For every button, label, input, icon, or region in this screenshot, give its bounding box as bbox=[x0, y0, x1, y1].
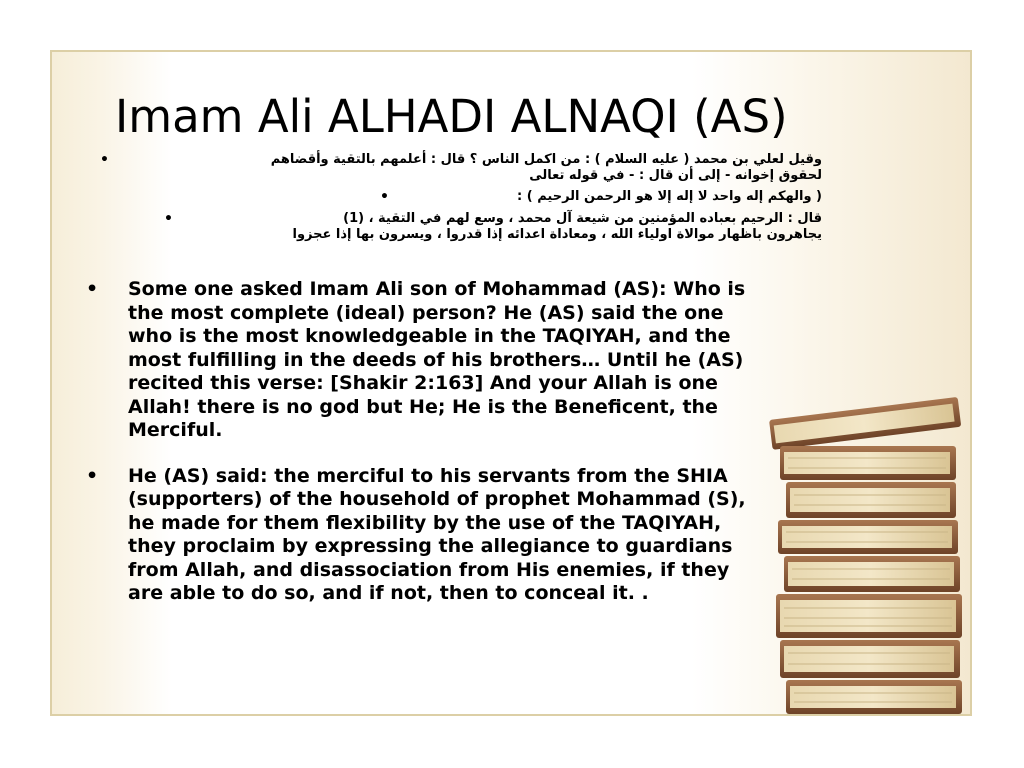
list-item bbox=[86, 278, 766, 443]
arabic-bullet-3 bbox=[92, 211, 822, 243]
english-item-2-text: He (AS) said: the merciful to his servants from the SHIA (supporters) of the household of prophet Mohammad (S), he made for them flexibility by the use of the TAQIYAH, they proclaim by expressing the allegiance to guardians from Allah, and disassociation from His enemies, if they are able to do so, and if not, then to conceal it. . bbox=[128, 464, 746, 604]
book-7 bbox=[780, 640, 960, 678]
book-top bbox=[769, 397, 961, 450]
arabic-line-4: قال : الرحيم بعباده المؤمنين من شيعة آل محمد ، وسع لهم في التقية ، (1) bbox=[343, 211, 822, 226]
bullet-icon: • bbox=[86, 464, 99, 487]
book-3 bbox=[786, 482, 956, 518]
book-2 bbox=[780, 446, 956, 480]
bullet-icon: • bbox=[164, 211, 173, 227]
bullet-icon: • bbox=[86, 278, 99, 300]
arabic-line-1: وقيل لعلي بن محمد ( عليه السلام ) : من اكمل الناس ؟ قال : أعلمهم بالتقية وأقضاهم bbox=[270, 152, 822, 167]
slide-frame bbox=[50, 50, 972, 716]
bullet-icon: • bbox=[100, 152, 109, 168]
arabic-line-3: ( والهكم إله واحد لا إله إلا هو الرحمن الرحيم ) : bbox=[517, 189, 822, 204]
english-item-1-text: Some one asked Imam Ali son of Mohammad (AS): Who is the most complete (ideal) person? He (AS) said the one who is the most knowledgeable in the TAQIYAH, and the most fulfilling in the deeds of his brothers… Until he (AS) recited this verse: [Shakir 2:163] And your Allah is one Allah! there is no god but He; He is the Beneficent, the Merciful. bbox=[128, 278, 746, 441]
arabic-quote bbox=[92, 152, 822, 243]
arabic-line-5: يجاهرون باظهار موالاة اولياء الله ، ومعاداة اعدائه إذا قدروا ، ويسرون بها إذا عجزوا bbox=[292, 227, 822, 242]
list-item bbox=[86, 465, 766, 606]
book-stack-image bbox=[758, 382, 972, 716]
arabic-bullet-1 bbox=[92, 152, 822, 184]
slide-title: Imam Ali ALHADI ALNAQI (AS) bbox=[115, 90, 788, 143]
arabic-bullet-2 bbox=[92, 189, 822, 205]
book-5 bbox=[784, 556, 960, 592]
book-4 bbox=[778, 520, 958, 554]
english-translation bbox=[86, 278, 766, 606]
book-8 bbox=[786, 680, 962, 714]
bullet-icon: • bbox=[380, 189, 389, 205]
book-6 bbox=[776, 594, 962, 638]
arabic-line-2: لحقوق إخوانه - إلى أن قال : - في قوله تعالى bbox=[529, 168, 822, 183]
